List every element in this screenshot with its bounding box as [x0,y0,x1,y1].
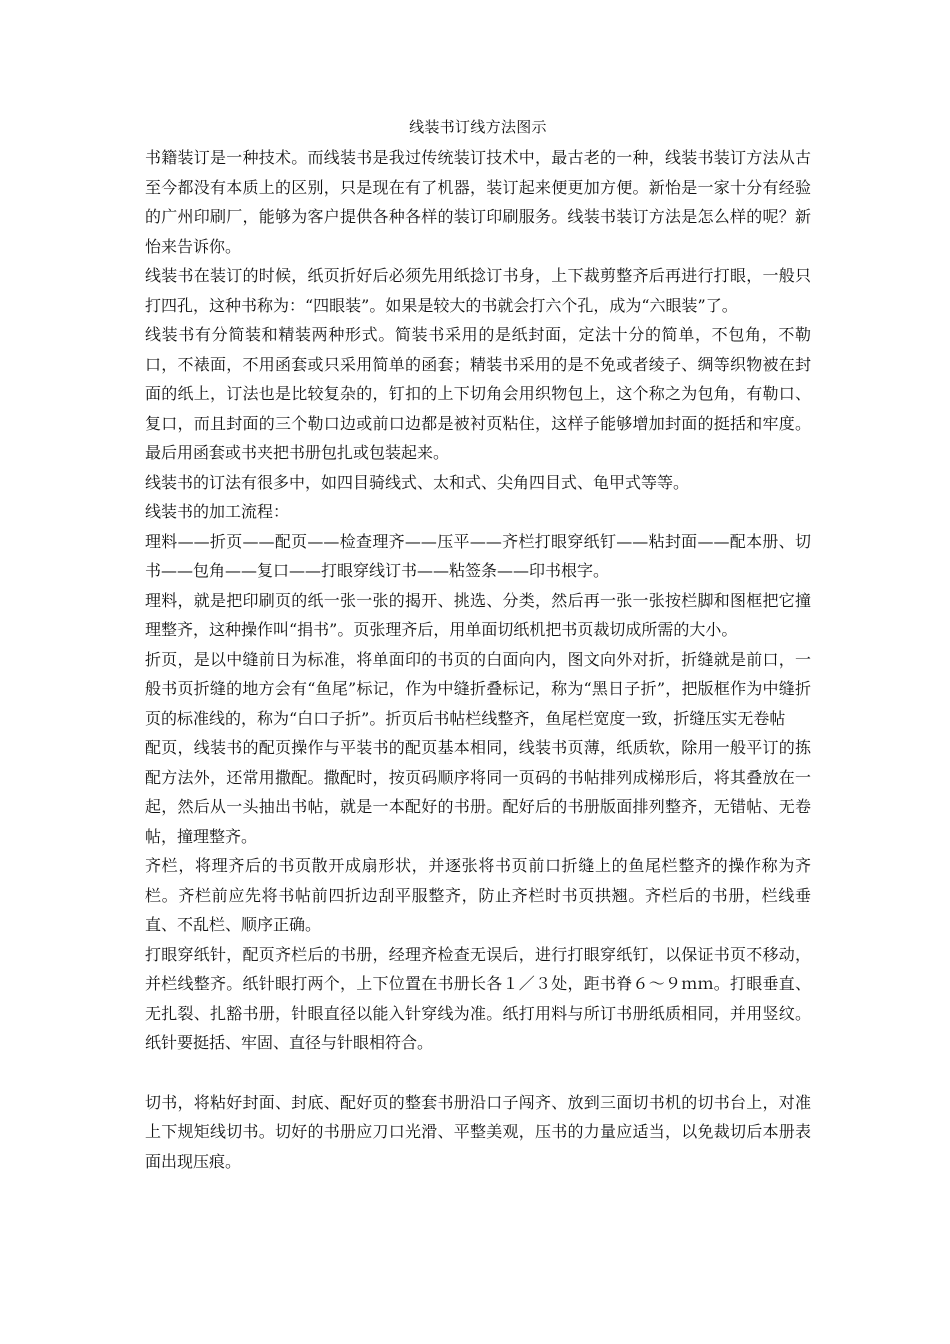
paragraph-intro: 书籍装订是一种技术。而线装书是我过传统装订技术中，最古老的一种，线装书装订方法从古至今都没有本质上的区别，只是现在有了机器，装订起来便更加方便。新怡是一家十分有经验的广州印刷厂，能够为客户提供各种各样的装订印刷服务。线装书装订方法是怎么样的呢？新怡来告诉你。 [145,148,811,256]
paragraph-binding-forms: 线装书有分简装和精装两种形式。简装书采用的是纸封面，定法十分的简单，不包角，不勒口，不裱面，不用函套或只采用简单的函套；精装书采用的是不免或者绫子、绸等织物被在封面的纸上，订法也是比较复杂的，钉扣的上下切角会用织物包上，这个称之为包角，有勒口、复口，而且封面的三个勒口边或前口边都是被衬页粘住，这样子能够增加封面的挺括和牢度。最后用函套或书夹把书册包扎或包装起来。 [145,325,811,462]
paragraph-process-heading: 线装书的加工流程： [145,502,290,521]
paragraph-trimming: 切书，将粘好封面、封底、配好页的整套书册沿口子闯齐、放到三面切书机的切书台上，对准上下规矩线切书。切好的书册应刀口光滑、平整美观，压书的力量应适当，以免裁切后本册表面出现压痕。 [145,1092,811,1171]
paragraph-folding: 折页，是以中缝前日为标准，将单面印的书页的白面向内，图文向外对折，折缝就是前口，一般书页折缝的地方会有“鱼尾”标记，作为中缝折叠标记，称为“黑日子折”，把版框作为中缝折页的标准线的，称为“白口子折”。折页后书帖栏线整齐，鱼尾栏宽度一致，折缝压实无卷帖 [145,649,811,728]
paragraph-binding-holes: 线装书在装订的时候，纸页折好后必须先用纸捻订书身，上下裁剪整齐后再进行打眼，一般只打四孔，这种书称为：“四眼装”。如果是较大的书就会打六个孔，成为“六眼装”了。 [145,266,811,315]
paragraph-aligning: 齐栏，将理齐后的书页散开成扇形状，并逐张将书页前口折缝上的鱼尾栏整齐的操作称为齐栏。齐栏前应先将书帖前四折边刮平服整齐，防止齐栏时书页拱翘。齐栏后的书册，栏线垂直、不乱栏、顺序正确。 [145,856,811,934]
paragraph-process-steps: 理料——折页——配页——检查理齐——压平——齐栏打眼穿纸钉——粘封面——配本册、切书——包角——复口——打眼穿线订书——粘签条——印书根字。 [145,531,811,580]
paragraph-sorting: 理料，就是把印刷页的纸一张一张的揭开、挑选、分类，然后再一张一张按栏脚和图框把它撞理整齐，这种操作叫“捐书”。页张理齐后，用单面切纸机把书页裁切成所需的大小。 [145,590,811,639]
paragraph-binding-styles: 线装书的订法有很多中，如四目骑线式、太和式、尖角四目式、龟甲式等等。 [145,472,690,492]
paragraph-spacer [145,1058,811,1088]
paragraph-punching: 打眼穿纸针，配页齐栏后的书册，经理齐检查无误后，进行打眼穿纸钉，以保证书页不移动，并栏线整齐。纸针眼打两个，上下位置在书册长各１／３处，距书脊６～９ｍｍ。打眼垂直、无扎裂、扎豁书册，针眼直径以能入针穿线为准。纸打用料与所订书册纸质相同，并用竖纹。纸针要挺括、牢固、直径与针眼相符合。 [145,944,811,1052]
document-page [145,112,811,1176]
paragraph-collating: 配页，线装书的配页操作与平装书的配页基本相同，线装书页薄，纸质软，除用一般平订的拣配方法外，还常用撒配。撒配时，按页码顺序将同一页码的书帖排列成梯形后，将其叠放在一起，然后从一头抽出书帖，就是一本配好的书册。配好后的书册版面排列整齐，无错帖、无卷帖，撞理整齐。 [145,738,811,846]
document-title: 线装书订线方法图示 [409,118,547,136]
